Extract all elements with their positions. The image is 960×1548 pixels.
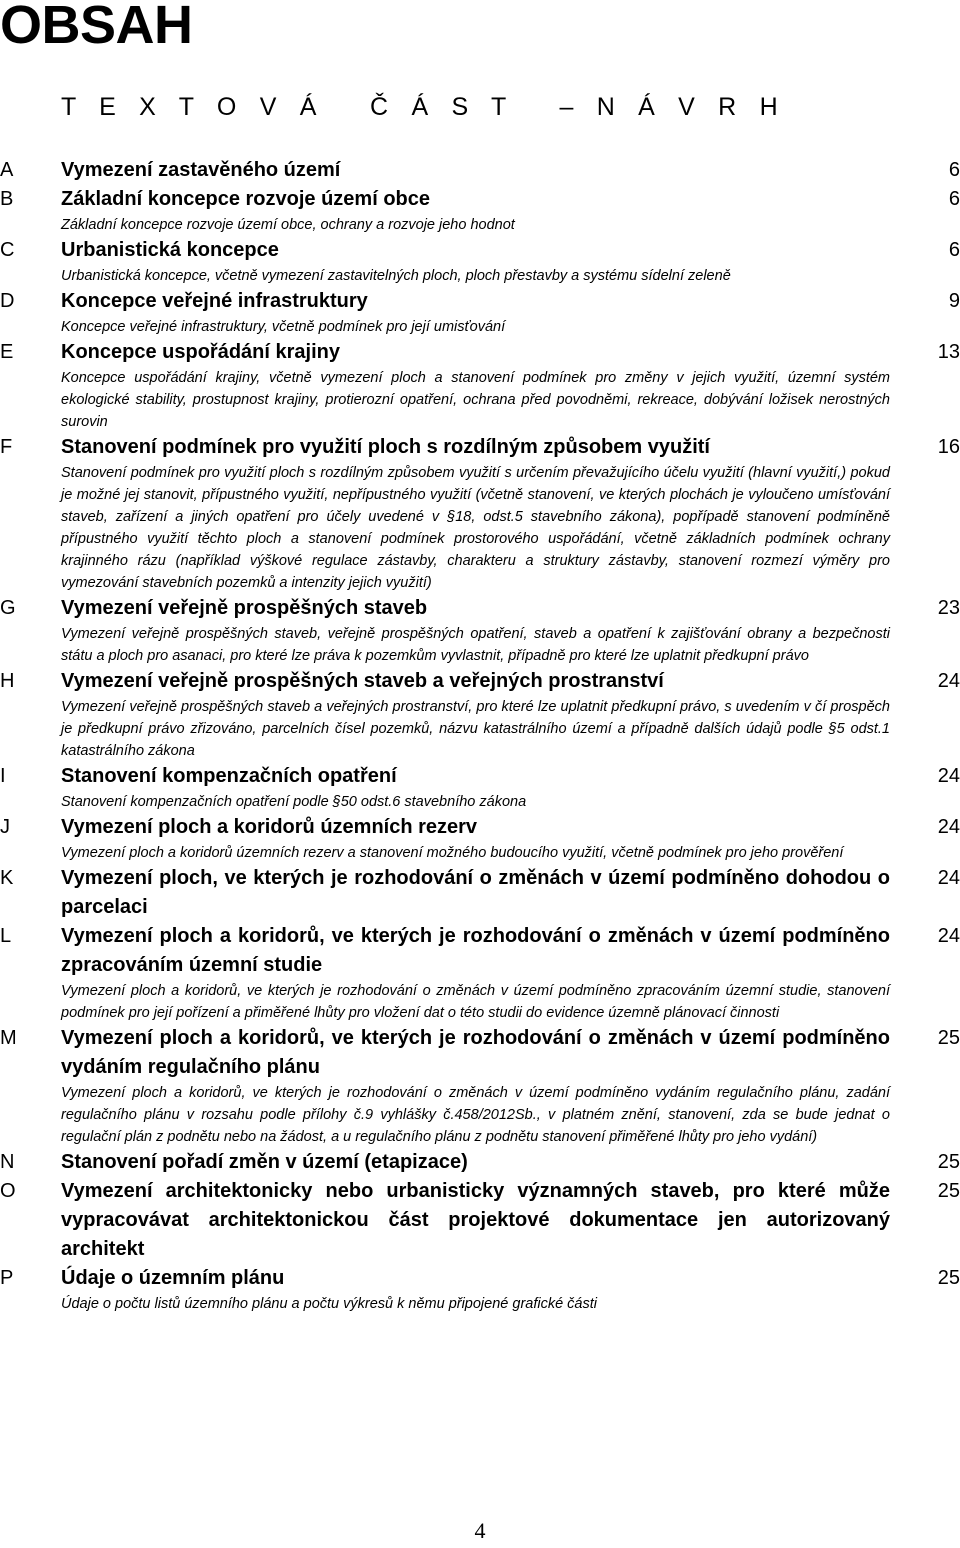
toc-entry-title: Vymezení ploch, ve kterých je rozhodování o změnách v území podmíněno dohodou o parcelaci xyxy=(61,867,890,918)
toc-entry-title: Vymezení zastavěného území xyxy=(61,159,341,181)
toc-entry-title: Základní koncepce rozvoje území obce xyxy=(61,188,431,210)
section-title: T E X T O V Á Č Á S T – N Á V R H xyxy=(61,93,786,121)
toc-entry xyxy=(0,156,960,185)
toc-entry-description: Vymezení veřejně prospěšných staveb, veřejně prospěšných opatření, staveb a opatření k zajišťování obrany a bezpečnosti státu a ploch pro asanaci, pro které lze práva k pozemkům vyvlastnit, případně pro které lze uplatnit předkupní právo xyxy=(61,626,890,664)
toc-entry-letter: D xyxy=(0,290,15,312)
toc-entry xyxy=(0,287,960,338)
page-number: 4 xyxy=(474,1518,486,1543)
toc-entry-page: 25 xyxy=(937,1151,960,1173)
toc-entry-description: Vymezení veřejně prospěšných staveb a veřejných prostranství, pro které lze uplatnit předkupní právo, s uvedením v čí prospěch je předkupní právo zřizováno, parcelních čísel pozemků, názvu katastrálního území a případně dalších údajů podle §5 odst.1 katastrálního zákona xyxy=(61,699,890,759)
toc-entry xyxy=(0,813,960,864)
toc-entry-letter: C xyxy=(0,239,15,261)
toc-entry-page: 6 xyxy=(948,159,960,181)
toc-entry-title: Vymezení ploch a koridorů, ve kterých je rozhodování o změnách v území podmíněno zpracováním územní studie xyxy=(61,925,890,976)
toc-entry-title: Koncepce uspořádání krajiny xyxy=(61,341,340,363)
toc-entry-description: Vymezení ploch a koridorů, ve kterých je rozhodování o změnách v území podmíněno vydáním regulačního plánu, zadání regulačního plánu v rozsahu podle přílohy č.9 vyhlášky č.458/2012Sb., v platném znění, stanovení, zda se bude jednat o regulační plán z podnětu nebo na žádost, a u regulačního plánu z podnětu stanovení přiměřené lhůty pro jeho vydání) xyxy=(61,1085,890,1145)
toc-entry-title: Vymezení ploch a koridorů, ve kterých je rozhodování o změnách v území podmíněno vydáním regulačního plánu xyxy=(61,1027,890,1078)
toc-entry xyxy=(0,1177,960,1264)
toc-entry xyxy=(0,594,960,667)
toc-entry-title: Urbanistická koncepce xyxy=(61,239,279,261)
toc-entry-page: 25 xyxy=(937,1180,960,1202)
toc-entry-description: Vymezení ploch a koridorů územních rezerv a stanovení možného budoucího využití, včetně podmínek pro jeho prověření xyxy=(61,845,844,861)
toc-entry xyxy=(0,922,960,1024)
toc-entry-page: 25 xyxy=(937,1027,960,1049)
toc-entry-page: 16 xyxy=(937,436,960,458)
toc-entry xyxy=(0,1148,960,1177)
toc-entry-description: Stanovení podmínek pro využití ploch s rozdílným způsobem využití s určením převažujícího účelu využití (hlavní využití,) pokud je možné jej stanovit, přípustného využití, nepřípustného využití (včetně stanovení, ve kterých plochách je vyloučeno umísťování staveb, zařízení a jiných opatření pro účely uvedené v §18, odst.5 stavebního zákona), popřípadě stanovení podmíněně přípustného využití těchto ploch a stanovení podmínek prostorového uspořádání, včetně základních podmínek ochrany krajinného rázu (například výškové regulace zástavby, charakteru a struktury zástavby, stanovení rozmezí výměry pro vymezování stavebních pozemků a intenzity jejich využití) xyxy=(61,465,890,591)
toc-entry-letter: O xyxy=(0,1180,16,1202)
toc-entry-title: Údaje o územním plánu xyxy=(61,1267,285,1289)
toc-entry-description: Stanovení kompenzačních opatření podle §50 odst.6 stavebního zákona xyxy=(61,794,527,810)
toc-entry xyxy=(0,1024,960,1148)
toc-entry-title: Stanovení podmínek pro využití ploch s rozdílným způsobem využití xyxy=(61,436,710,458)
toc-entry-letter: F xyxy=(0,436,13,458)
toc-entry-letter: A xyxy=(0,159,14,181)
toc-entry-page: 24 xyxy=(937,670,960,692)
toc-entry-letter: J xyxy=(0,816,10,838)
toc-entry-letter: K xyxy=(0,867,14,889)
toc-entry-letter: E xyxy=(0,341,14,363)
toc-entry-description: Základní koncepce rozvoje území obce, ochrany a rozvoje jeho hodnot xyxy=(61,217,515,233)
toc-entry-letter: L xyxy=(0,925,12,947)
toc-entry-description: Urbanistická koncepce, včetně vymezení zastavitelných ploch, ploch přestavby a systému sídelní zeleně xyxy=(61,268,731,284)
toc-entry-title: Vymezení veřejně prospěšných staveb xyxy=(61,597,428,619)
toc-entry-page: 9 xyxy=(948,290,960,312)
toc-entry-letter: M xyxy=(0,1027,17,1049)
toc-entry-title: Koncepce veřejné infrastruktury xyxy=(61,290,368,312)
toc-entry-page: 24 xyxy=(937,925,960,947)
toc-entry xyxy=(0,762,960,813)
toc-entry-title: Stanovení pořadí změn v území (etapizace) xyxy=(61,1151,468,1173)
toc-entry xyxy=(0,1264,960,1315)
toc-entry-page: 23 xyxy=(937,597,960,619)
toc-entry-page: 24 xyxy=(937,816,960,838)
toc-entry-letter: H xyxy=(0,670,15,692)
toc-entry-title: Stanovení kompenzačních opatření xyxy=(61,765,397,787)
toc-entry-page: 25 xyxy=(937,1267,960,1289)
table-of-contents xyxy=(0,156,960,1315)
toc-entry-page: 24 xyxy=(937,867,960,889)
toc-entry-letter: B xyxy=(0,188,14,210)
toc-entry-letter: I xyxy=(0,765,6,787)
toc-entry-letter: G xyxy=(0,597,16,619)
toc-entry xyxy=(0,236,960,287)
toc-entry xyxy=(0,185,960,236)
toc-entry-letter: N xyxy=(0,1151,15,1173)
toc-entry-description: Údaje o počtu listů územního plánu a počtu výkresů k němu připojené grafické části xyxy=(61,1296,597,1312)
toc-entry-description: Vymezení ploch a koridorů, ve kterých je rozhodování o změnách v území podmíněno zpracováním územní studie, stanovení podmínek pro její pořízení a přiměřené lhůty pro vložení dat o této studii do evidence územně plánovací činnosti xyxy=(61,983,890,1021)
toc-entry-title: Vymezení veřejně prospěšných staveb a veřejných prostranství xyxy=(61,670,664,692)
page-heading: OBSAH xyxy=(0,0,193,55)
toc-entry-page: 6 xyxy=(948,239,960,261)
toc-entry-page: 24 xyxy=(937,765,960,787)
toc-entry xyxy=(0,667,960,762)
toc-entry-letter: P xyxy=(0,1267,14,1289)
toc-entry-description: Koncepce veřejné infrastruktury, včetně podmínek pro její umisťování xyxy=(61,319,506,335)
toc-entry-title: Vymezení ploch a koridorů územních rezerv xyxy=(61,816,478,838)
toc-entry xyxy=(0,864,960,922)
toc-entry-description: Koncepce uspořádání krajiny, včetně vymezení ploch a stanovení podmínek pro změny v jejich využití, územní systém ekologické stability, prostupnost krajiny, protierozní opatření, ochrana před povodněmi, rekreace, dobývání ložisek nerostných surovin xyxy=(61,370,890,430)
toc-entry-page: 6 xyxy=(948,188,960,210)
toc-entry-title: Vymezení architektonicky nebo urbanisticky významných staveb, pro které může vypracovávat architektonickou část projektové dokumentace jen autorizovaný architekt xyxy=(61,1180,890,1260)
toc-entry xyxy=(0,433,960,594)
toc-entry-page: 13 xyxy=(937,341,960,363)
toc-entry xyxy=(0,338,960,433)
